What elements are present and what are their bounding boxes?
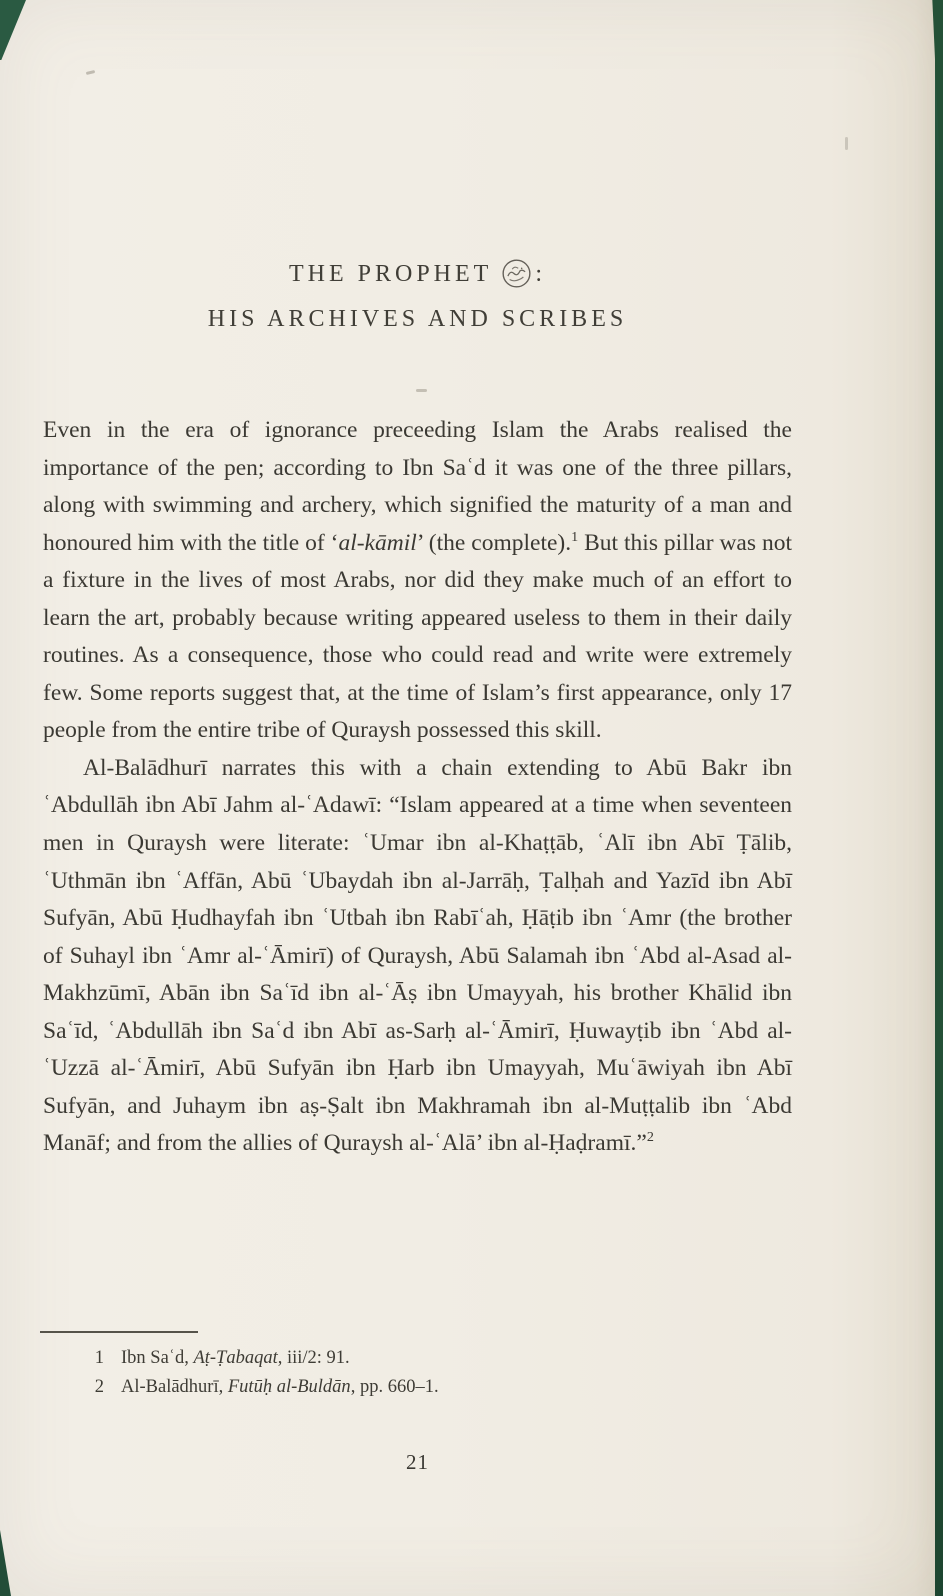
scan-edge-top-left: [0, 0, 26, 60]
paragraph: Even in the era of ignorance preceeding Islam the Arabs realised the importance of the pen; according to Ibn Saʿd it was one of the three pillars, along with swimming and archery, which signified the maturity of a man and honoured him with the title of ‘al-kāmil’ (the complete).$^1$ But this pillar was not a fixture in the lives of most Arabs, nor did they make much of an effort to learn the art, probably because writing appeared useless to them in their daily routines. As a consequence, those who could read and write were extremely few. Some reports suggest that, at the time of Islam’s first appearance, only 17 people from the entire tribe of Quraysh possessed this skill.: [43, 417, 792, 744]
footnote: [88, 1373, 800, 1402]
paragraph: Al-Balādhurī narrates this with a chain extending to Abū Bakr ibn ʿAbdullāh ibn Abī Jahm al-ʿAdawī: “Islam appeared at a time when seventeen men in Quraysh were literate: ʿUmar ibn al-Khaṭṭāb, ʿAlī ibn Abī Ṭālib, ʿUthmān ibn ʿAffān, Abū ʿUbaydah ibn al-Jarrāḥ, Ṭalḥah and Yazīd ibn Abī Sufyān, Abū Ḥudhayfah ibn ʿUtbah ibn Rabīʿah, Ḥāṭib ibn ʿAmr (the brother of Suhayl ibn ʿAmr al-ʿĀmirī) of Quraysh, Abū Salamah ibn ʿAbd al-Asad al-Makhzūmī, Abān ibn Saʿīd ibn al-ʿĀṣ ibn Umayyah, his brother Khālid ibn Saʿīd, ʿAbdullāh ibn Saʿd ibn Abī as-Sarḥ al-ʿĀmirī, Ḥuwayṭib ibn ʿAbd al-ʿUzzā al-ʿĀmirī, Abū Sufyān ibn Ḥarb ibn Umayyah, Muʿāwiyah ibn Abī Sufyān, and Juhaym ibn aṣ-Ṣalt ibn Makhramah ibn al-Muṭṭalib ibn ʿAbd Manāf; and from the allies of Quraysh al-ʿAlā’ ibn al-Ḥaḍramī.”$^2$: [43, 754, 792, 1157]
scan-speck: [845, 137, 848, 150]
scan-edge-right: [935, 0, 943, 1596]
chapter-title-colon: :: [535, 261, 546, 287]
chapter-title-text: THE PROPHET: [288, 261, 493, 287]
chapter-title-line1: [43, 258, 792, 289]
scan-speck: [86, 70, 95, 75]
footnotes: [88, 1344, 800, 1401]
scan-speck: [416, 389, 427, 392]
footnote-number: 2: [94, 1376, 104, 1397]
pbuh-calligraphy-icon: [501, 258, 532, 289]
footnote-text: Ibn Saʿd, Aṭ-Ṭabaqat, iii/2: 91.: [121, 1348, 350, 1368]
footnote-text: Al-Balādhurī, Futūḥ al-Buldān, pp. 660–1.: [121, 1376, 439, 1397]
footnote: [88, 1344, 800, 1373]
footnote-separator: [40, 1331, 198, 1333]
page-number: 21: [406, 1450, 429, 1474]
chapter-subtitle: HIS ARCHIVES AND SCRIBES: [207, 306, 628, 332]
chapter-heading: [43, 258, 792, 333]
scan-edge-bottom-left: [0, 1530, 11, 1596]
body-text: [43, 412, 792, 1163]
footnote-number: 1: [94, 1348, 104, 1368]
